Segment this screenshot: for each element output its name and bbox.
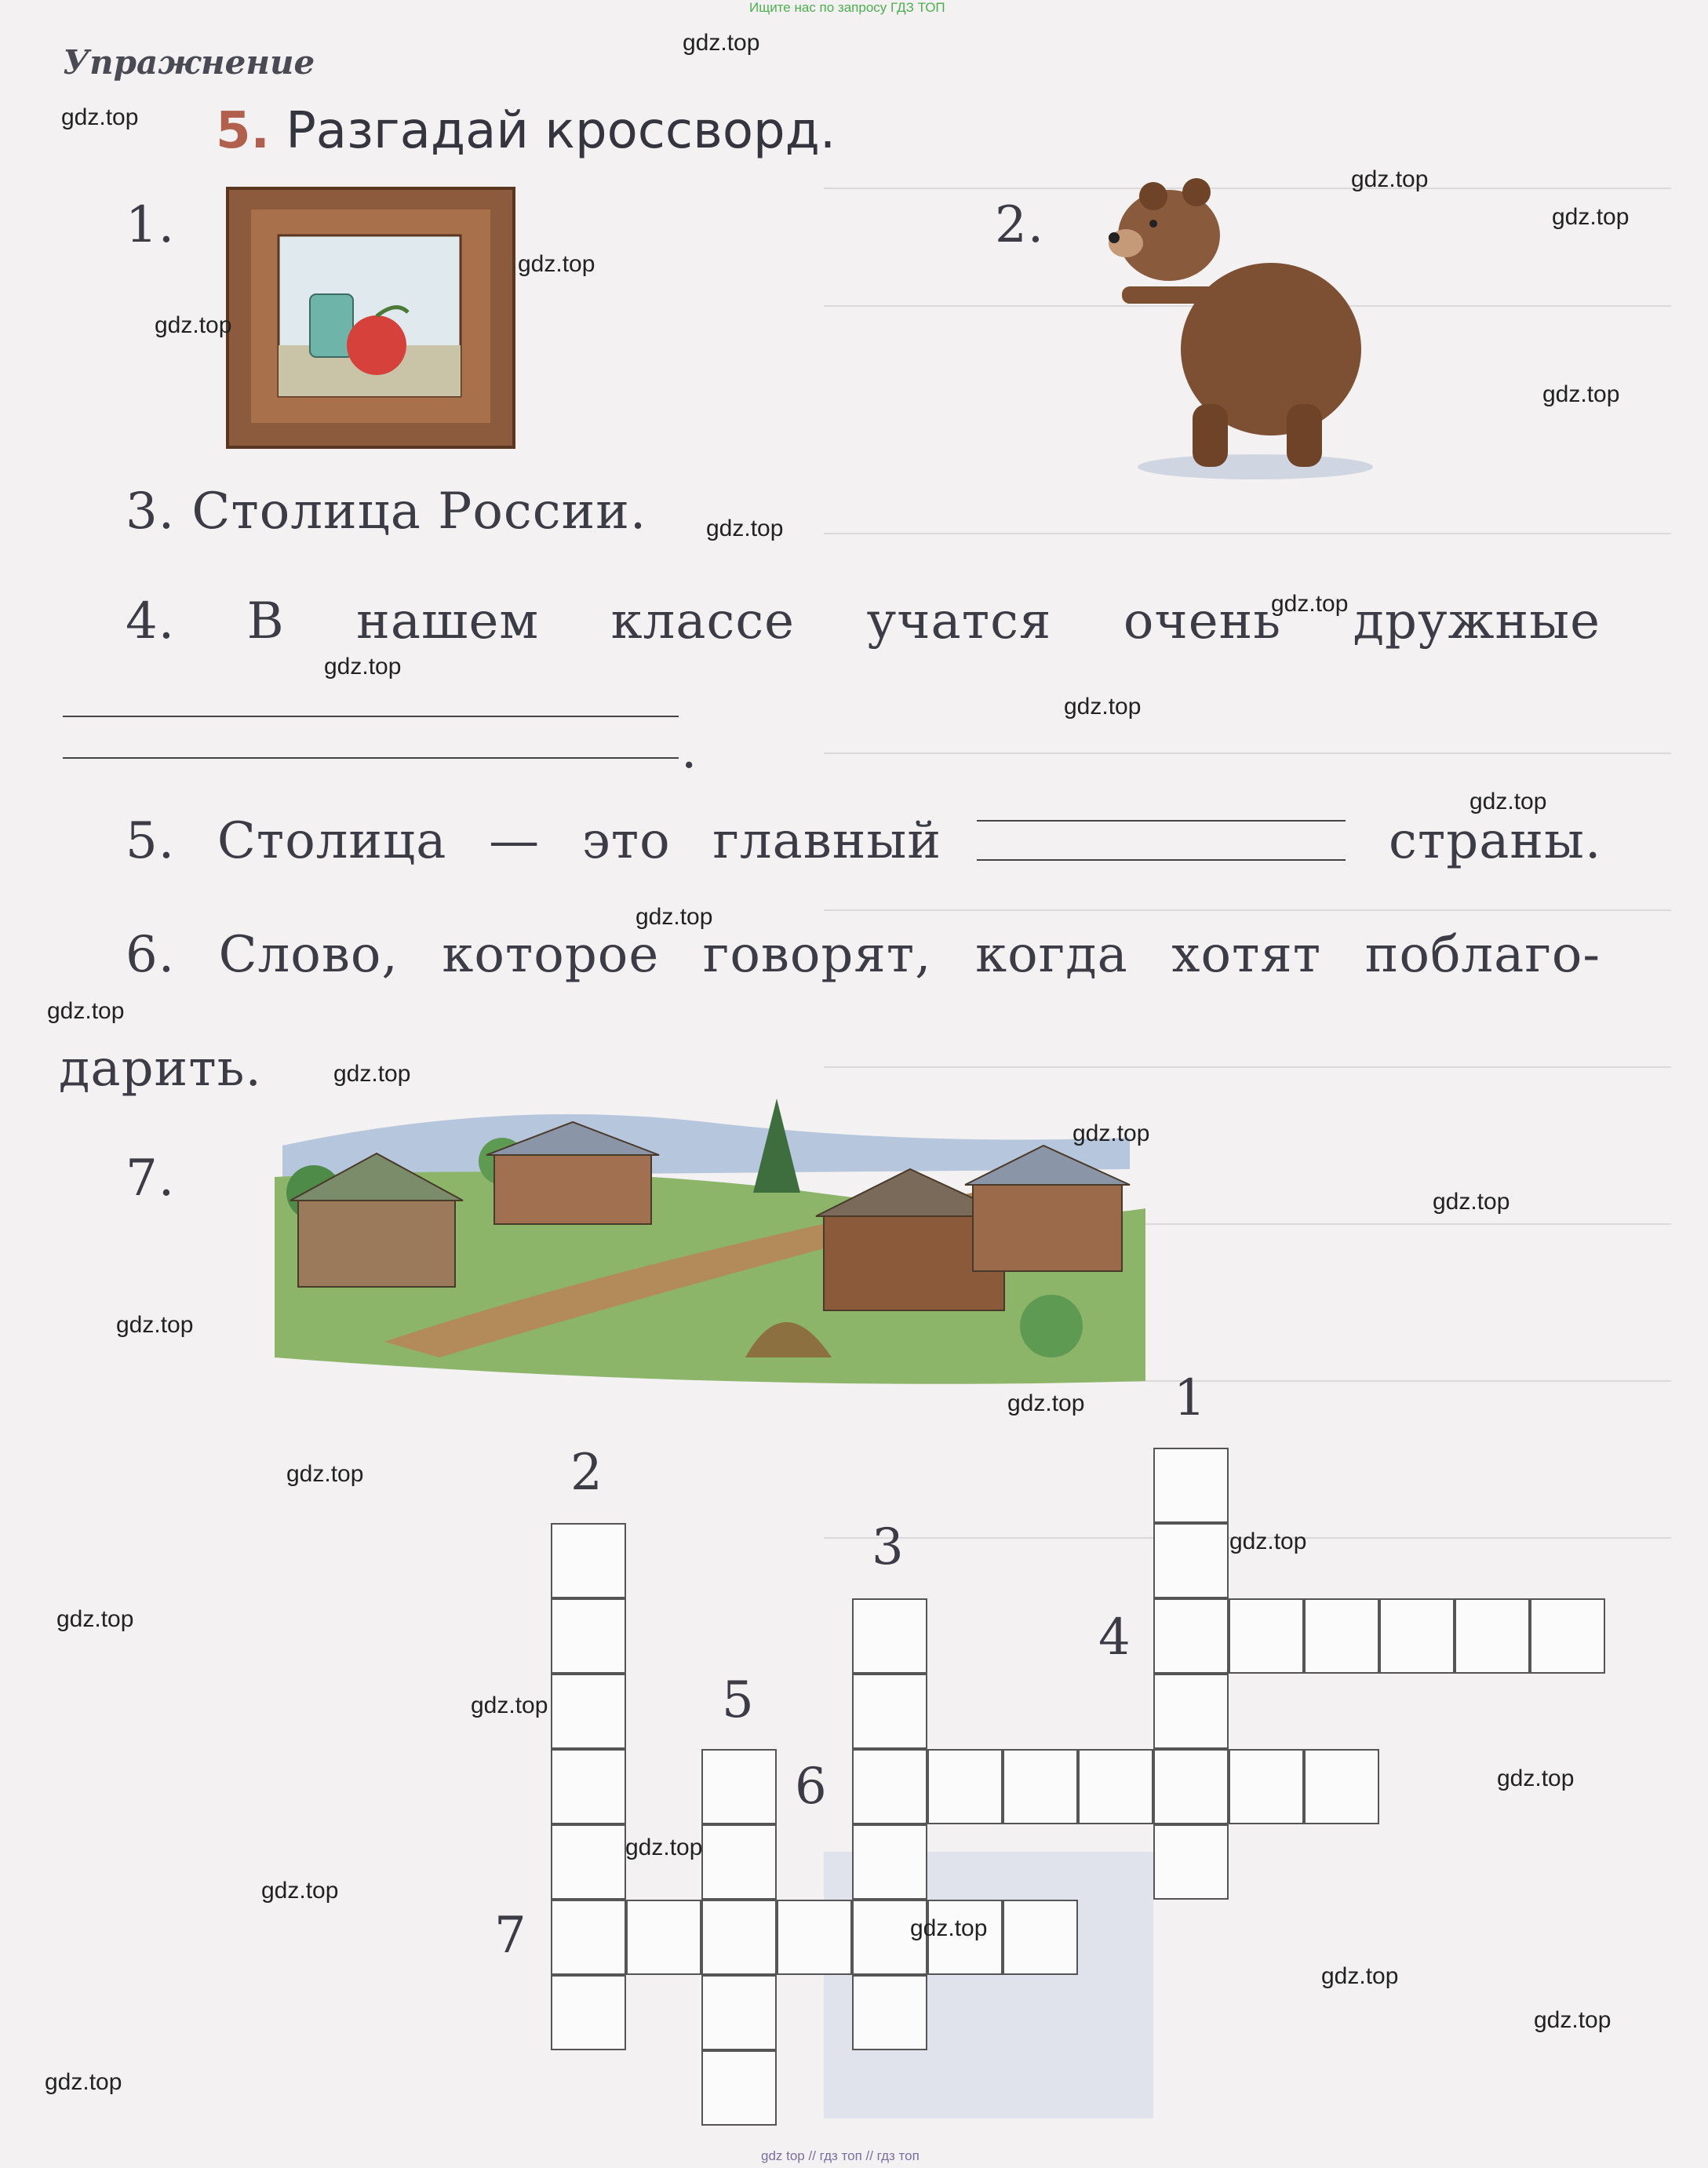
clue-6-word: говорят,: [702, 926, 932, 984]
watermark: gdz.top: [1469, 789, 1547, 814]
crossword-cell[interactable]: [701, 1900, 777, 1975]
crossword-number: 1: [1174, 1369, 1206, 1427]
crossword-cell[interactable]: [1078, 1749, 1153, 1824]
clue-5-end: страны.: [1389, 812, 1602, 870]
watermark: gdz.top: [1073, 1120, 1150, 1146]
watermark: gdz.top: [261, 1878, 339, 1904]
clue-6-word: хотят: [1171, 926, 1322, 984]
answer-blank-5a[interactable]: [977, 820, 1346, 822]
clue-5-word: Столица: [217, 812, 447, 870]
exercise-title-text: Разгадай кроссворд.: [286, 102, 836, 160]
bear-image: [1098, 169, 1389, 483]
crossword-cell[interactable]: [1153, 1674, 1229, 1749]
clue-1-number: 1.: [126, 196, 176, 254]
crossword-cell[interactable]: [1153, 1523, 1229, 1598]
watermark: gdz.top: [333, 1061, 411, 1087]
clue-4-line: [126, 592, 1601, 650]
crossword-number: 3: [872, 1518, 904, 1576]
clue-6-word: 6.: [126, 926, 176, 984]
exercise-number: 5.: [216, 102, 270, 160]
crossword-cell[interactable]: [551, 1674, 626, 1749]
crossword-cell[interactable]: [1304, 1749, 1379, 1824]
village-image: [267, 1091, 1153, 1393]
watermark: gdz.top: [1542, 381, 1620, 407]
watermark: gdz.top: [1351, 166, 1429, 192]
crossword-cell[interactable]: [1304, 1598, 1379, 1674]
clue-5-line: [126, 812, 941, 870]
watermark: gdz.top: [625, 1835, 703, 1860]
clue-4-word: классе: [610, 592, 796, 650]
watermark: gdz.top: [1229, 1529, 1307, 1554]
crossword-cell[interactable]: [852, 1674, 927, 1749]
watermark: gdz.top: [47, 998, 125, 1024]
clue-5-word: главный: [712, 812, 941, 870]
crossword-cell[interactable]: [1003, 1749, 1078, 1824]
clue-5-word: —: [489, 812, 541, 870]
clue-5-word: 5.: [126, 812, 176, 870]
crossword-cell[interactable]: [701, 1824, 777, 1900]
clue-6-word: которое: [442, 926, 660, 984]
crossword-cell[interactable]: [1153, 1749, 1229, 1824]
watermark: gdz.top: [1321, 1963, 1399, 1989]
crossword-cell[interactable]: [551, 1824, 626, 1900]
crossword-number: 4: [1098, 1609, 1131, 1667]
watermark: gdz.top: [1552, 204, 1630, 230]
crossword-cell[interactable]: [1229, 1749, 1304, 1824]
crossword-cell[interactable]: [1003, 1900, 1078, 1975]
watermark: gdz.top: [1064, 694, 1142, 720]
watermark: gdz.top: [155, 312, 232, 338]
clue-6-word: когда: [975, 926, 1128, 984]
watermark: gdz.top: [324, 654, 402, 680]
promo-header: Ищите нас по запросу ГДЗ ТОП: [749, 0, 945, 15]
watermark: gdz.top: [61, 104, 139, 130]
watermark: gdz.top: [518, 251, 595, 277]
crossword-cell[interactable]: [1379, 1598, 1455, 1674]
clue-6-line: [126, 926, 1601, 984]
crossword-cell[interactable]: [777, 1900, 852, 1975]
watermark: gdz.top: [910, 1915, 988, 1941]
crossword-cell[interactable]: [1530, 1598, 1605, 1674]
crossword-cell[interactable]: [852, 1824, 927, 1900]
watermark: gdz.top: [471, 1692, 548, 1718]
crossword-cell[interactable]: [1153, 1824, 1229, 1900]
answer-blank-4a[interactable]: [63, 716, 679, 717]
watermark: gdz.top: [635, 904, 713, 930]
footer-text: gdz top // гдз топ // гдз топ: [761, 2148, 920, 2163]
crossword-cell[interactable]: [1153, 1448, 1229, 1523]
clue-4-word: В: [246, 592, 285, 650]
crossword-cell[interactable]: [927, 1749, 1003, 1824]
crossword-cell[interactable]: [852, 1975, 927, 2050]
clue-6-line2: дарить.: [59, 1040, 262, 1098]
crossword-cell[interactable]: [852, 1749, 927, 1824]
clue-2-number: 2.: [995, 196, 1045, 254]
clue-4-word: дружные: [1353, 592, 1601, 650]
crossword-number: 2: [570, 1444, 603, 1502]
crossword-number: 6: [795, 1758, 827, 1816]
crossword-cell[interactable]: [1153, 1598, 1229, 1674]
crossword-cell[interactable]: [551, 1900, 626, 1975]
crossword-number: 5: [722, 1671, 754, 1729]
clue-7-number: 7.: [126, 1150, 176, 1208]
watermark: gdz.top: [56, 1606, 134, 1632]
crossword-cell[interactable]: [1229, 1598, 1304, 1674]
clue-6-word: поблаго-: [1364, 926, 1601, 984]
crossword-cell[interactable]: [551, 1523, 626, 1598]
watermark: gdz.top: [286, 1461, 364, 1487]
clue-4-end: .: [681, 722, 698, 780]
watermark: gdz.top: [45, 2069, 122, 2095]
watermark: gdz.top: [1534, 2007, 1611, 2033]
answer-blank-5b[interactable]: [977, 859, 1346, 861]
clue-4-word: учатся: [866, 592, 1052, 650]
crossword-cell[interactable]: [626, 1900, 701, 1975]
watermark: gdz.top: [116, 1312, 194, 1338]
clue-3: 3. Столица России.: [126, 483, 647, 541]
section-label: Упражнение: [63, 43, 315, 82]
clue-4-word: нашем: [356, 592, 540, 650]
watermark: gdz.top: [683, 30, 760, 56]
watermark: gdz.top: [1497, 1765, 1575, 1791]
watermark: gdz.top: [1433, 1189, 1510, 1215]
crossword-cell[interactable]: [551, 1975, 626, 2050]
clue-4-word: 4.: [126, 592, 176, 650]
crossword-cell[interactable]: [701, 1975, 777, 2050]
crossword-cell[interactable]: [701, 1749, 777, 1824]
framed-picture-image: [224, 184, 518, 451]
clue-5-word: это: [581, 812, 671, 870]
clue-4-word: очень: [1123, 592, 1282, 650]
watermark: gdz.top: [706, 516, 784, 541]
exercise-title: [216, 102, 836, 160]
watermark: gdz.top: [1271, 591, 1349, 617]
crossword-cell[interactable]: [701, 2050, 777, 2126]
answer-blank-4b[interactable]: [63, 757, 679, 759]
crossword-cell[interactable]: [852, 1598, 927, 1674]
crossword-cell[interactable]: [551, 1598, 626, 1674]
crossword-number: 7: [494, 1907, 526, 1965]
watermark: gdz.top: [1007, 1390, 1085, 1416]
crossword-cell[interactable]: [1455, 1598, 1530, 1674]
clue-6-word: Слово,: [218, 926, 399, 984]
crossword-cell[interactable]: [551, 1749, 626, 1824]
